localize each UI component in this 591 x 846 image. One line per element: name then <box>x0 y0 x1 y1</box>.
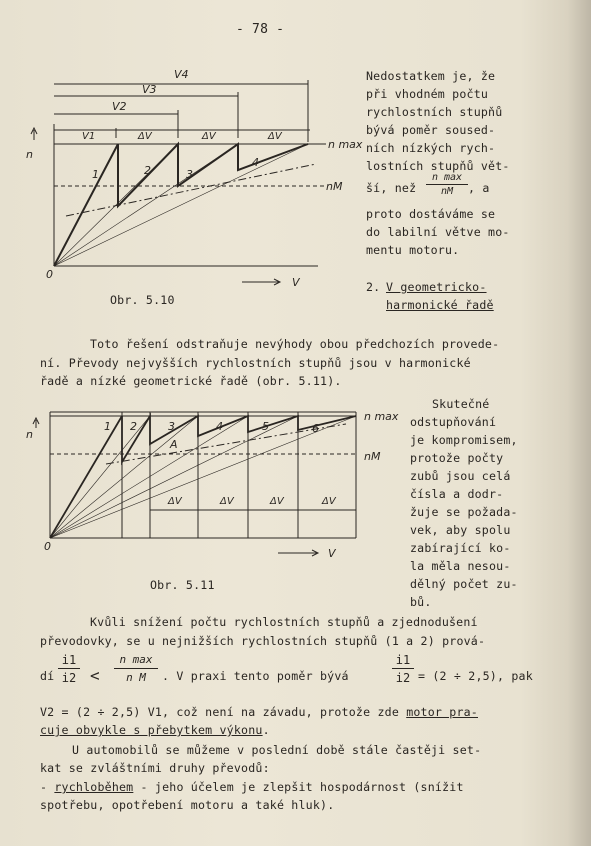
frac-i1: i1 <box>58 652 80 669</box>
fig1-v-arrow <box>242 277 302 287</box>
fig2-label-origin: 0 <box>44 540 51 553</box>
frac-nm: n M <box>126 671 146 684</box>
svg-text:V: V <box>328 547 336 560</box>
frac-i1-b: i1 <box>392 652 414 669</box>
section-number: 2. <box>366 280 381 294</box>
paragraph-line <box>40 722 270 738</box>
section-title: V geometricko- <box>386 280 487 294</box>
fig2-gear-1: 1 <box>104 420 111 433</box>
fig1-caption: Obr. 5.10 <box>110 293 175 307</box>
formula-text: . V praxi tento poměr bývá <box>162 669 349 683</box>
fig1-label-v3: V3 <box>142 83 157 96</box>
figure-5-11 <box>26 402 399 553</box>
fig2-label-nm: nM <box>364 450 381 463</box>
paragraph-line: kat se zvláštními druhy převodů: <box>40 761 270 775</box>
fig2-label-dv4: ΔV <box>322 496 336 507</box>
paragraph-line: ní. Převody nejvyšších rychlostních stupňů jsou v harmonické <box>40 356 471 370</box>
fig2-gear-3: 3 <box>168 420 175 433</box>
side2-line: la měla nesou- <box>410 559 511 573</box>
side1-line: ší, než <box>366 181 417 195</box>
fig2-label-nmax: n max <box>364 410 399 423</box>
fig1-label-nm: nM <box>326 180 343 193</box>
side2-line: žuje se požada- <box>410 505 518 519</box>
para2-l5-underline: cuje obvykle s přebytkem výkonu <box>40 723 263 737</box>
fig1-label-origin: 0 <box>46 268 53 281</box>
frac-i2: i2 <box>61 671 77 685</box>
side2-line: bů. <box>410 595 432 609</box>
fig1-gear-4: 4 <box>252 156 259 169</box>
side1-line: rychlostních stupňů <box>366 105 503 119</box>
fig2-gear-6: 6 <box>312 422 319 435</box>
side1-line: proto dostáváme se <box>366 207 496 221</box>
side2-line: zabírající ko- <box>410 541 511 555</box>
formula-lead: dí <box>40 669 55 683</box>
fig1-label-dv3: ΔV <box>268 131 282 142</box>
fig1-gear-1: 1 <box>92 168 99 181</box>
paragraph-line: řadě a nízké geometrické řadě (obr. 5.11). <box>40 374 342 388</box>
paragraph-line: Toto řešení odstraňuje nevýhody obou předchozích provede- <box>90 337 500 351</box>
fig2-label-n: n <box>26 428 33 441</box>
fig2-label-dv3: ΔV <box>270 496 284 507</box>
paragraph-line: Kvůli snížení počtu rychlostních stupňů a zjednodušení <box>90 615 478 629</box>
side2-line: Skutečné <box>432 397 490 411</box>
frac-nmax: n max <box>114 652 158 669</box>
side2-line: odstupňování <box>410 415 497 429</box>
fig1-gear-3: 3 <box>186 168 193 181</box>
frac-i2-b: i2 <box>395 671 411 685</box>
fig2-gear-5: 5 <box>262 420 269 433</box>
fig1-label-v4: V4 <box>174 68 189 81</box>
fig2-gear-2: 2 <box>130 420 137 433</box>
formula-tail: = (2 ÷ 2,5), pak <box>418 669 533 683</box>
bullet-item <box>40 779 464 795</box>
fig2-gear-4: 4 <box>216 420 223 433</box>
fig2-label-dv1: ΔV <box>168 496 182 507</box>
bullet-term: rychloběhem <box>54 780 134 794</box>
side1-line: lostních stupňů vět- <box>366 159 510 173</box>
fig1-label-v1: V1 <box>82 131 96 142</box>
section-title-2: harmonické řadě <box>386 298 494 312</box>
fig1-label-v2: V2 <box>112 100 127 113</box>
fig1-label-dv1: ΔV <box>138 131 152 142</box>
side1-line: , a <box>468 181 490 195</box>
fraction-i1-i2 <box>58 652 80 687</box>
paragraph-line <box>40 704 478 720</box>
fig1-label-v-axis: V <box>292 276 300 289</box>
fraction-i1-i2-b <box>392 652 414 687</box>
fig2-caption: Obr. 5.11 <box>150 578 215 592</box>
para2-l5-end: . <box>262 723 270 737</box>
paragraph-line: převodovky, se u nejnižších rychlostních stupňů (1 a 2) prová- <box>40 634 486 648</box>
side1-line: bývá poměr soused- <box>366 123 496 137</box>
side1-line: ních nízkých rych- <box>366 141 496 155</box>
side1-line: při vhodném počtu <box>366 87 489 101</box>
fig2-label-dv2: ΔV <box>220 496 234 507</box>
side2-line: dělný počet zu- <box>410 577 518 591</box>
side1-line: mentu motoru. <box>366 243 460 257</box>
side2-line: vek, aby spolu <box>410 523 511 537</box>
bullet-line-2: spotřebu, opotřebení motoru a také hluk). <box>40 798 335 812</box>
para2-l4-text: V2 = (2 ÷ 2,5) V1, což není na závadu, protože zde <box>40 705 407 719</box>
side2-line: zubů jsou celá <box>410 469 511 483</box>
side2-line: protože počty <box>410 451 504 465</box>
side1-fraction <box>426 172 468 198</box>
figure-5-10 <box>26 66 366 289</box>
side1-frac-num: n max <box>426 172 468 185</box>
bullet-rest: - jeho účelem je zlepšit hospodárnost (snížit <box>133 780 464 794</box>
fig1-gear-2: 2 <box>144 164 151 177</box>
bullet-dash: - <box>40 780 55 794</box>
side1-line: do labilní větve mo- <box>366 225 510 239</box>
less-than-sign: < <box>90 666 100 685</box>
fig1-label-dv2: ΔV <box>202 131 216 142</box>
page-number: - 78 - <box>236 22 285 37</box>
fig2-v-label <box>328 544 348 564</box>
side1-frac-den: nM <box>440 186 454 197</box>
fig1-label-nmax: n max <box>328 138 363 151</box>
fraction-nmax-nm <box>114 652 158 687</box>
fig1-label-n: n <box>26 148 33 161</box>
fig2-label-a: A <box>170 438 178 451</box>
side1-line: Nedostatkem je, že <box>366 69 496 83</box>
side2-line: je kompromisem, <box>410 433 518 447</box>
side2-line: čísla a dodr- <box>410 487 504 501</box>
paragraph-line: U automobilů se můžeme v poslední době stále častěji set- <box>72 743 482 757</box>
para2-l4-underline: motor pra- <box>406 705 478 719</box>
